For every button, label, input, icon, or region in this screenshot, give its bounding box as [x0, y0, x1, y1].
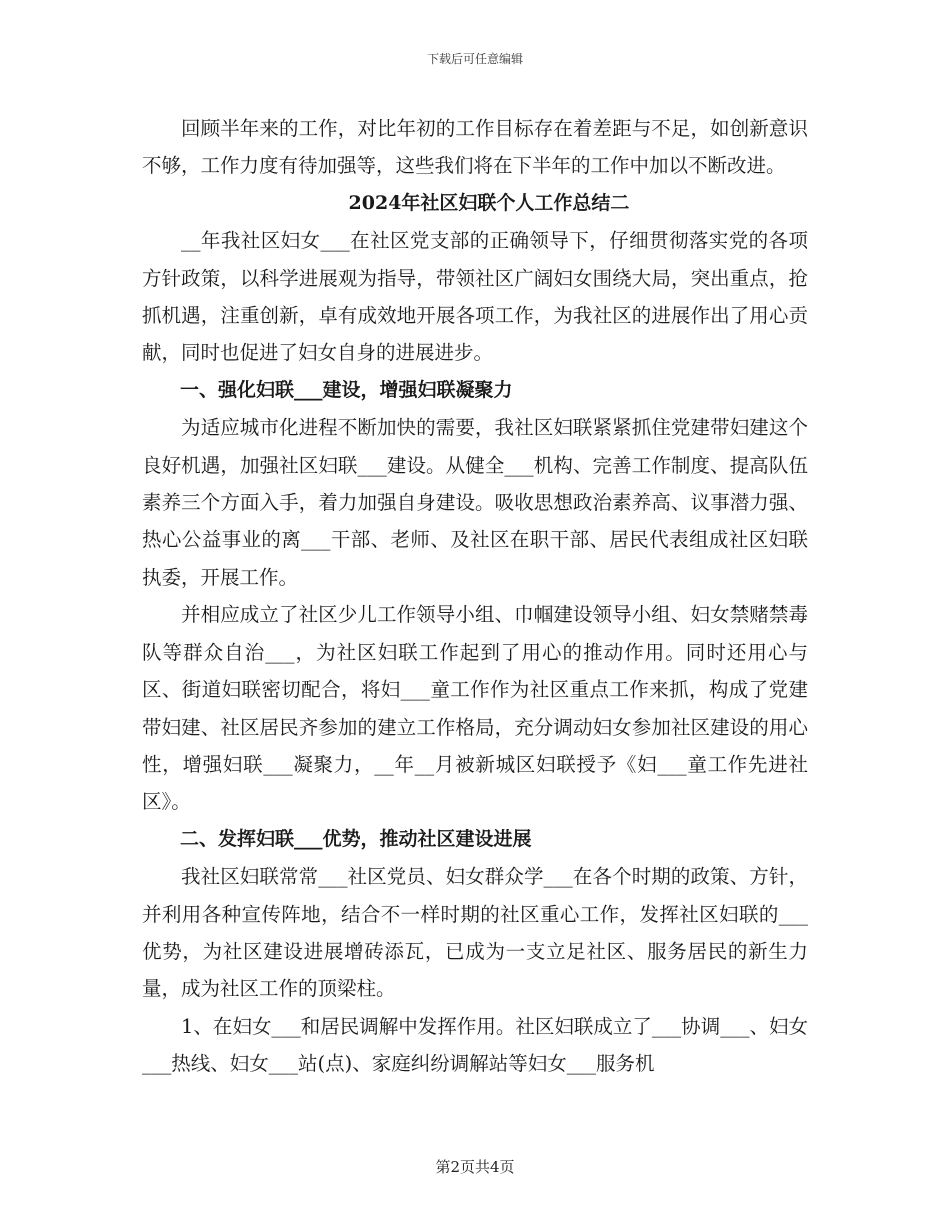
paragraph-intro: __年我社区妇女___在社区党支部的正确领导下，仔细贯彻落实党的各项方针政策，以科学进展观为指导，带领社区广阔妇女围绕大局，突出重点，抢抓机遇，注重创新，卓有成效地开展各项工作，为我社区的进展作出了用心贡献，同时也促进了妇女自身的进展进步。: [142, 229, 808, 365]
paragraph-section2-b: 1、在妇女___和居民调解中发挥作用。社区妇联成立了___协调___、妇女___热线、妇女___站(点)、家庭纠纷调解站等妇女___服务机: [142, 1014, 808, 1076]
page-header: 下载后可任意编辑: [426, 52, 523, 66]
paragraph-section2-a: 我社区妇联常常___社区党员、妇女群众学___在各个时期的政策、方针，并利用各种宣传阵地，结合不一样时期的社区重心工作，发挥社区妇联的___优势，为社区建设进展增砖添瓦，已成为一支立足社区、服务居民的新生力量，成为社区工作的顶梁柱。: [142, 865, 808, 1001]
paragraph-section1-b: 并相应成立了社区少儿工作领导小组、巾帼建设领导小组、妇女禁赌禁毒队等群众自治___，为社区妇联工作起到了用心的推动作用。同时还用心与区、街道妇联密切配合，将妇___童工作作为社区重点工作来抓，构成了党建带妇建、社区居民齐参加的建立工作格局，充分调动妇女参加社区建设的用心性，增强妇联___凝聚力，__年__月被新城区妇联授予《妇___童工作先进社区》。: [142, 603, 808, 814]
page-footer: 第2页共4页: [435, 1158, 515, 1176]
section-heading-1: 一、强化妇联___建设，增强妇联凝聚力: [180, 378, 513, 401]
document-title: 2024年社区妇联个人工作总结二: [348, 191, 630, 214]
paragraph-section1-a: 为适应城市化进程不断加快的需要，我社区妇联紧紧抓住党建带妇建这个良好机遇，加强社区妇联___建设。从健全___机构、完善工作制度、提高队伍素养三个方面入手，着力加强自身建设。吸收思想政治素养高、议事潜力强、热心公益事业的离___干部、老师、及社区在职干部、居民代表组成社区妇联执委，开展工作。: [142, 416, 808, 589]
paragraph-review: 回顾半年来的工作，对比年初的工作目标存在着差距与不足，如创新意识不够，工作力度有待加强等，这些我们将在下半年的工作中加以不断改进。: [142, 117, 808, 178]
section-heading-2: 二、发挥妇联___优势，推动社区建设进展: [180, 827, 532, 850]
document-body: [142, 110, 808, 1083]
